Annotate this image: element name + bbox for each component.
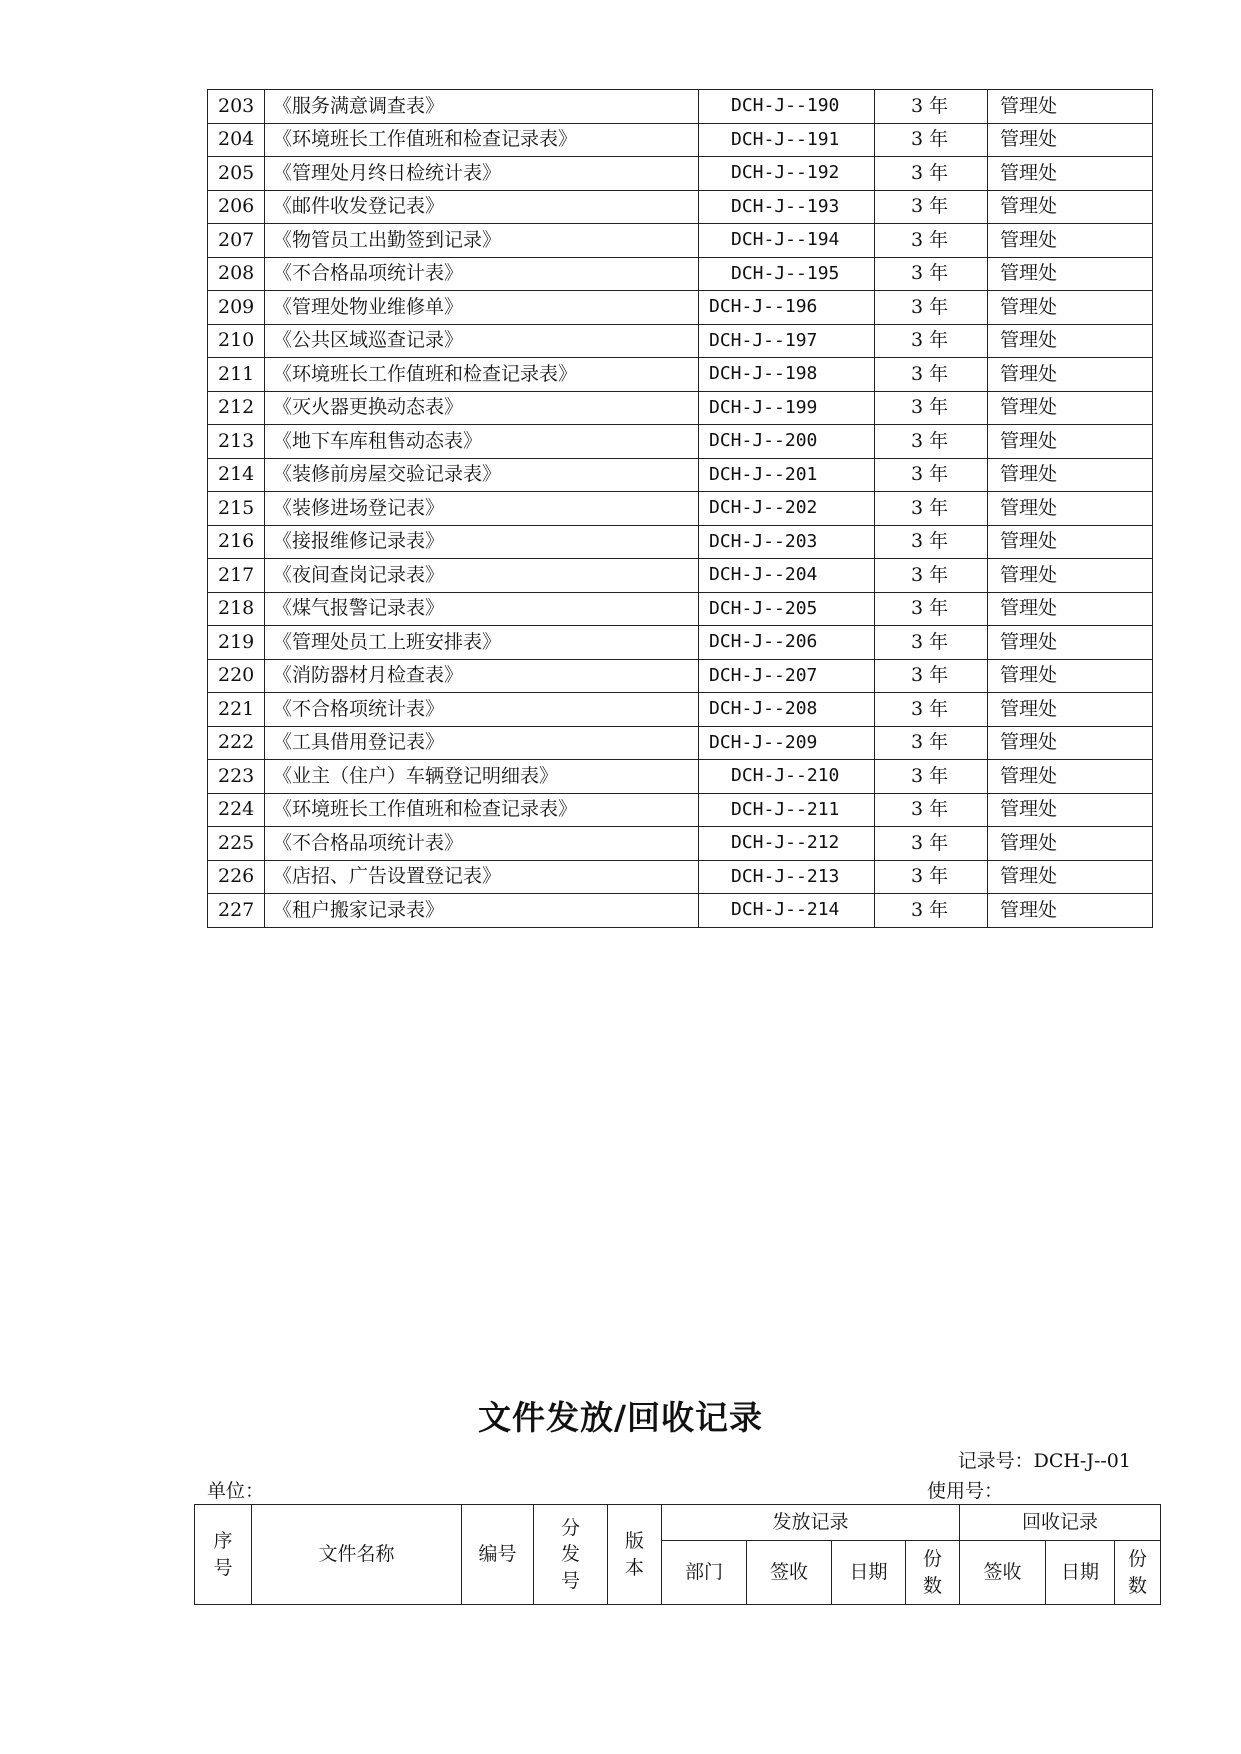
department: 管理处	[988, 559, 1153, 593]
department: 管理处	[988, 90, 1153, 124]
table-row	[208, 190, 1153, 224]
table-row	[208, 458, 1153, 492]
row-number: 224	[208, 793, 265, 827]
file-code: DCH-J--195	[699, 257, 875, 291]
usage-number-label: 使用号：	[927, 1480, 1004, 1502]
retention-period: 3 年	[875, 257, 988, 291]
table-row	[208, 760, 1153, 794]
department: 管理处	[988, 224, 1153, 258]
row-number: 208	[208, 257, 265, 291]
row-number: 218	[208, 592, 265, 626]
retention-period: 3 年	[875, 391, 988, 425]
row-number: 227	[208, 894, 265, 928]
row-number: 215	[208, 492, 265, 526]
file-code: DCH-J--208	[699, 693, 875, 727]
retention-period: 3 年	[875, 726, 988, 760]
file-name: 《业主（住户）车辆登记明细表》	[265, 760, 699, 794]
table-row	[208, 391, 1153, 425]
table-row	[208, 157, 1153, 191]
table-row	[208, 894, 1153, 928]
row-number: 209	[208, 291, 265, 325]
department: 管理处	[988, 659, 1153, 693]
header-issue-dept: 部门	[662, 1541, 747, 1605]
department: 管理处	[988, 324, 1153, 358]
file-code: DCH-J--214	[699, 894, 875, 928]
issue-return-header-table	[194, 1504, 1161, 1605]
table-row	[208, 626, 1153, 660]
file-register-body	[208, 90, 1153, 928]
row-number: 207	[208, 224, 265, 258]
file-code: DCH-J--204	[699, 559, 875, 593]
file-code: DCH-J--200	[699, 425, 875, 459]
department: 管理处	[988, 492, 1153, 526]
file-name: 《物管员工出勤签到记录》	[265, 224, 699, 258]
header-return-sign: 签收	[960, 1541, 1046, 1605]
department: 管理处	[988, 123, 1153, 157]
file-name: 《装修前房屋交验记录表》	[265, 458, 699, 492]
file-name: 《不合格品项统计表》	[265, 257, 699, 291]
file-code: DCH-J--199	[699, 391, 875, 425]
file-name: 《工具借用登记表》	[265, 726, 699, 760]
department: 管理处	[988, 157, 1153, 191]
table-row	[208, 90, 1153, 124]
department: 管理处	[988, 257, 1153, 291]
file-name: 《不合格品项统计表》	[265, 827, 699, 861]
header-file-name: 文件名称	[252, 1505, 462, 1605]
file-code: DCH-J--201	[699, 458, 875, 492]
department: 管理处	[988, 425, 1153, 459]
row-number: 204	[208, 123, 265, 157]
department: 管理处	[988, 391, 1153, 425]
row-number: 223	[208, 760, 265, 794]
table-row	[208, 860, 1153, 894]
file-name: 《不合格项统计表》	[265, 693, 699, 727]
header-issue-group: 发放记录	[662, 1505, 960, 1541]
retention-period: 3 年	[875, 693, 988, 727]
table-row	[208, 492, 1153, 526]
header-seq: 序 号	[195, 1505, 252, 1605]
retention-period: 3 年	[875, 894, 988, 928]
header-version: 版 本	[608, 1505, 662, 1605]
unit-label: 单位：	[207, 1480, 265, 1502]
department: 管理处	[988, 793, 1153, 827]
row-number: 213	[208, 425, 265, 459]
file-code: DCH-J--211	[699, 793, 875, 827]
table-row	[208, 592, 1153, 626]
table-row	[208, 559, 1153, 593]
file-name: 《接报维修记录表》	[265, 525, 699, 559]
file-code: DCH-J--191	[699, 123, 875, 157]
department: 管理处	[988, 760, 1153, 794]
row-number: 216	[208, 525, 265, 559]
file-code: DCH-J--193	[699, 190, 875, 224]
file-code: DCH-J--203	[699, 525, 875, 559]
department: 管理处	[988, 358, 1153, 392]
file-name: 《装修进场登记表》	[265, 492, 699, 526]
file-name: 《服务满意调查表》	[265, 90, 699, 124]
header-issue-copies: 份 数	[906, 1541, 960, 1605]
retention-period: 3 年	[875, 458, 988, 492]
file-code: DCH-J--206	[699, 626, 875, 660]
table-row	[208, 291, 1153, 325]
department: 管理处	[988, 894, 1153, 928]
file-name: 《管理处月终日检统计表》	[265, 157, 699, 191]
header-return-copies: 份 数	[1115, 1541, 1161, 1605]
retention-period: 3 年	[875, 358, 988, 392]
header-issue-date: 日期	[832, 1541, 906, 1605]
retention-period: 3 年	[875, 860, 988, 894]
retention-period: 3 年	[875, 525, 988, 559]
file-name: 《公共区域巡查记录》	[265, 324, 699, 358]
file-code: DCH-J--210	[699, 760, 875, 794]
row-number: 219	[208, 626, 265, 660]
table-row	[208, 726, 1153, 760]
retention-period: 3 年	[875, 90, 988, 124]
table-row	[208, 257, 1153, 291]
row-number: 206	[208, 190, 265, 224]
header-return-date: 日期	[1046, 1541, 1115, 1605]
row-number: 226	[208, 860, 265, 894]
retention-period: 3 年	[875, 324, 988, 358]
file-code: DCH-J--202	[699, 492, 875, 526]
row-number: 220	[208, 659, 265, 693]
header-code: 编号	[462, 1505, 534, 1605]
file-code: DCH-J--207	[699, 659, 875, 693]
retention-period: 3 年	[875, 659, 988, 693]
retention-period: 3 年	[875, 190, 988, 224]
table-row	[208, 224, 1153, 258]
row-number: 214	[208, 458, 265, 492]
file-name: 《租户搬家记录表》	[265, 894, 699, 928]
file-code: DCH-J--212	[699, 827, 875, 861]
table-row	[208, 525, 1153, 559]
header-issue-sign: 签收	[747, 1541, 832, 1605]
department: 管理处	[988, 827, 1153, 861]
row-number: 222	[208, 726, 265, 760]
department: 管理处	[988, 458, 1153, 492]
row-number: 211	[208, 358, 265, 392]
department: 管理处	[988, 626, 1153, 660]
department: 管理处	[988, 592, 1153, 626]
retention-period: 3 年	[875, 157, 988, 191]
file-name: 《夜间查岗记录表》	[265, 559, 699, 593]
file-code: DCH-J--209	[699, 726, 875, 760]
retention-period: 3 年	[875, 224, 988, 258]
retention-period: 3 年	[875, 425, 988, 459]
row-number: 203	[208, 90, 265, 124]
retention-period: 3 年	[875, 559, 988, 593]
retention-period: 3 年	[875, 291, 988, 325]
department: 管理处	[988, 726, 1153, 760]
file-code: DCH-J--213	[699, 860, 875, 894]
file-name: 《消防器材月检查表》	[265, 659, 699, 693]
department: 管理处	[988, 190, 1153, 224]
file-name: 《管理处物业维修单》	[265, 291, 699, 325]
row-number: 205	[208, 157, 265, 191]
file-name: 《邮件收发登记表》	[265, 190, 699, 224]
retention-period: 3 年	[875, 492, 988, 526]
retention-period: 3 年	[875, 626, 988, 660]
table-row	[208, 827, 1153, 861]
department: 管理处	[988, 860, 1153, 894]
department: 管理处	[988, 291, 1153, 325]
retention-period: 3 年	[875, 123, 988, 157]
department: 管理处	[988, 693, 1153, 727]
file-name: 《管理处员工上班安排表》	[265, 626, 699, 660]
file-name: 《煤气报警记录表》	[265, 592, 699, 626]
department: 管理处	[988, 525, 1153, 559]
file-code: DCH-J--192	[699, 157, 875, 191]
retention-period: 3 年	[875, 592, 988, 626]
form-title: 文件发放/回收记录	[477, 1398, 764, 1437]
retention-period: 3 年	[875, 793, 988, 827]
header-return-group: 回收记录	[960, 1505, 1161, 1541]
table-row	[208, 324, 1153, 358]
file-name: 《环境班长工作值班和检查记录表》	[265, 793, 699, 827]
file-code: DCH-J--196	[699, 291, 875, 325]
table-row	[208, 693, 1153, 727]
row-number: 210	[208, 324, 265, 358]
file-register-table	[207, 89, 1153, 928]
table-row	[208, 793, 1153, 827]
file-code: DCH-J--197	[699, 324, 875, 358]
row-number: 221	[208, 693, 265, 727]
file-code: DCH-J--205	[699, 592, 875, 626]
file-code: DCH-J--198	[699, 358, 875, 392]
file-name: 《地下车库租售动态表》	[265, 425, 699, 459]
row-number: 225	[208, 827, 265, 861]
row-number: 217	[208, 559, 265, 593]
table-row	[208, 358, 1153, 392]
retention-period: 3 年	[875, 760, 988, 794]
file-name: 《环境班长工作值班和检查记录表》	[265, 123, 699, 157]
file-code: DCH-J--194	[699, 224, 875, 258]
record-number: 记录号：DCH-J--01	[957, 1450, 1131, 1472]
row-number: 212	[208, 391, 265, 425]
table-row	[208, 659, 1153, 693]
table-row	[208, 425, 1153, 459]
table-row	[208, 123, 1153, 157]
file-name: 《环境班长工作值班和检查记录表》	[265, 358, 699, 392]
file-name: 《灭火器更换动态表》	[265, 391, 699, 425]
file-name: 《店招、广告设置登记表》	[265, 860, 699, 894]
header-distribution-no: 分 发 号	[534, 1505, 608, 1605]
file-code: DCH-J--190	[699, 90, 875, 124]
retention-period: 3 年	[875, 827, 988, 861]
